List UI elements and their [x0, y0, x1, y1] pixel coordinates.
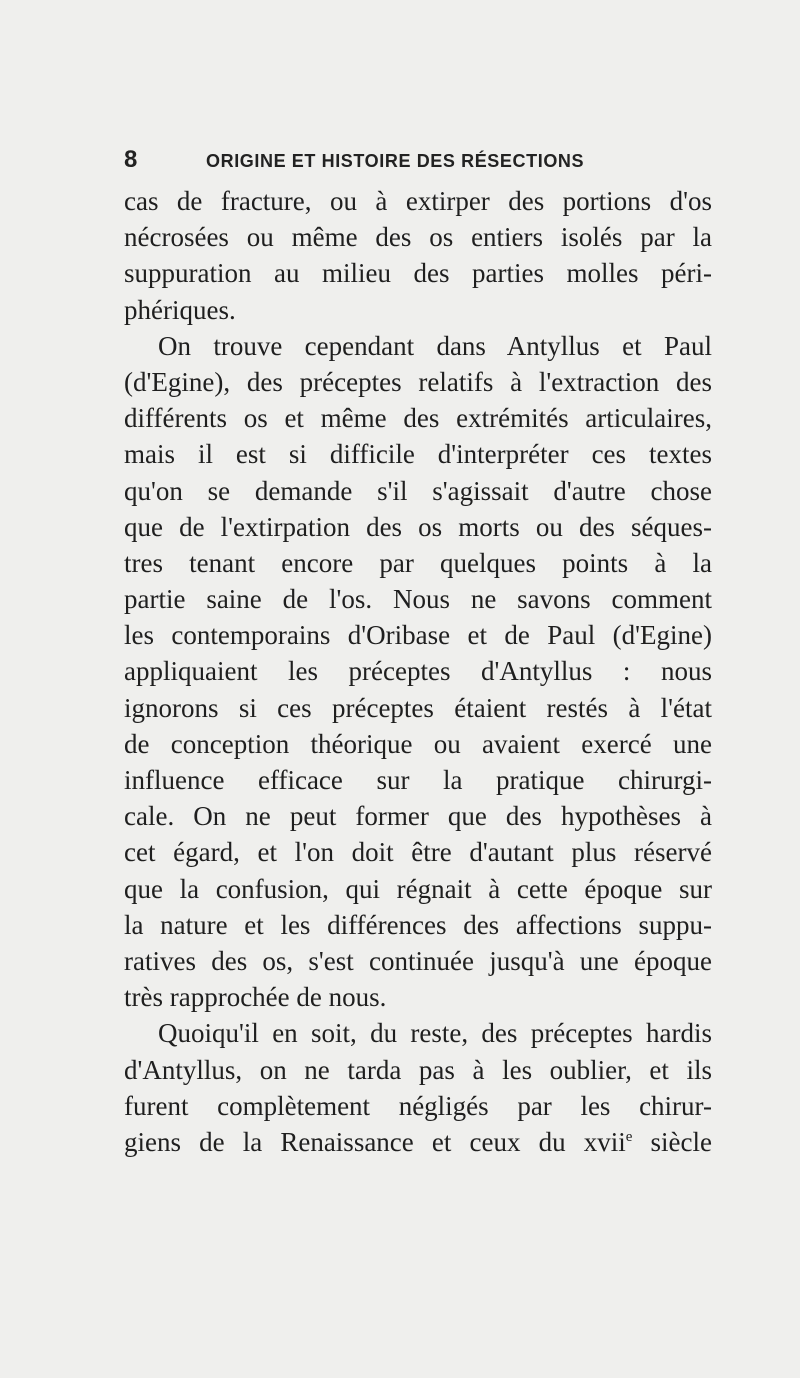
paragraph-start-line: On trouve cependant dans Antyllus et Paul: [158, 330, 712, 361]
running-title: ORIGINE ET HISTOIRE DES RÉSECTIONS: [206, 151, 585, 171]
text-line: les contemporains d'Oribase et de Paul (d'Egine): [124, 620, 712, 651]
text-line: suppuration au milieu des parties molles péri-: [124, 258, 712, 289]
text-line: différents os et même des extrémités articulaires,: [124, 403, 712, 434]
text-line: influence efficace sur la pratique chirurgi-: [124, 765, 712, 795]
text-line: partie saine de l'os. Nous ne savons comment: [124, 584, 712, 615]
paragraph-start-line: Quoiqu'il en soit, du reste, des préceptes hardis: [158, 1018, 712, 1049]
text-line: cet égard, et l'on doit être d'autant plus réservé: [124, 837, 712, 868]
text-line: phériques.: [124, 294, 236, 325]
text-line: la nature et les différences des affections suppu-: [124, 909, 712, 940]
text-line: que de l'extirpation des os morts ou des séques-: [124, 511, 712, 542]
line-tail: siècle: [632, 1126, 712, 1157]
text-line: de conception théorique ou avaient exercé une: [124, 728, 712, 759]
century-numeral: giens de la Renaissance et ceux du xvii: [124, 1126, 626, 1157]
text-line: tres tenant encore par quelques points à la: [124, 547, 712, 578]
page-number: 8: [124, 146, 138, 173]
text-line: d'Antyllus, on ne tarda pas à les oublier, et ils: [124, 1054, 712, 1085]
text-line: qu'on se demande s'il s'agissait d'autre chose: [124, 475, 712, 506]
text-line: appliquaient les préceptes d'Antyllus : nous: [124, 656, 712, 687]
text-line: très rapprochée de nous.: [124, 982, 387, 1013]
text-line: ratives des os, s'est continuée jusqu'à une époque: [124, 945, 712, 976]
text-line: cas de fracture, ou à extirper des portions d'os: [124, 186, 712, 216]
text-line: (d'Egine), des préceptes relatifs à l'extraction des: [124, 366, 712, 397]
text-line: ignorons si ces préceptes étaient restés à l'état: [124, 692, 712, 723]
ordinal-superscript: e: [625, 1128, 633, 1145]
text-line: cale. On ne peut former que des hypothèses à: [124, 801, 712, 832]
text-line: furent complètement négligés par les chirur-: [124, 1090, 712, 1121]
text-line-final: [124, 1124, 712, 1160]
text-line: mais il est si difficile d'interpréter ces textes: [124, 439, 712, 470]
running-header: [124, 145, 724, 175]
text-line: nécrosées ou même des os entiers isolés par la: [124, 222, 712, 253]
body-text: [124, 183, 712, 1160]
text-line: que la confusion, qui régnait à cette époque sur: [124, 873, 712, 904]
